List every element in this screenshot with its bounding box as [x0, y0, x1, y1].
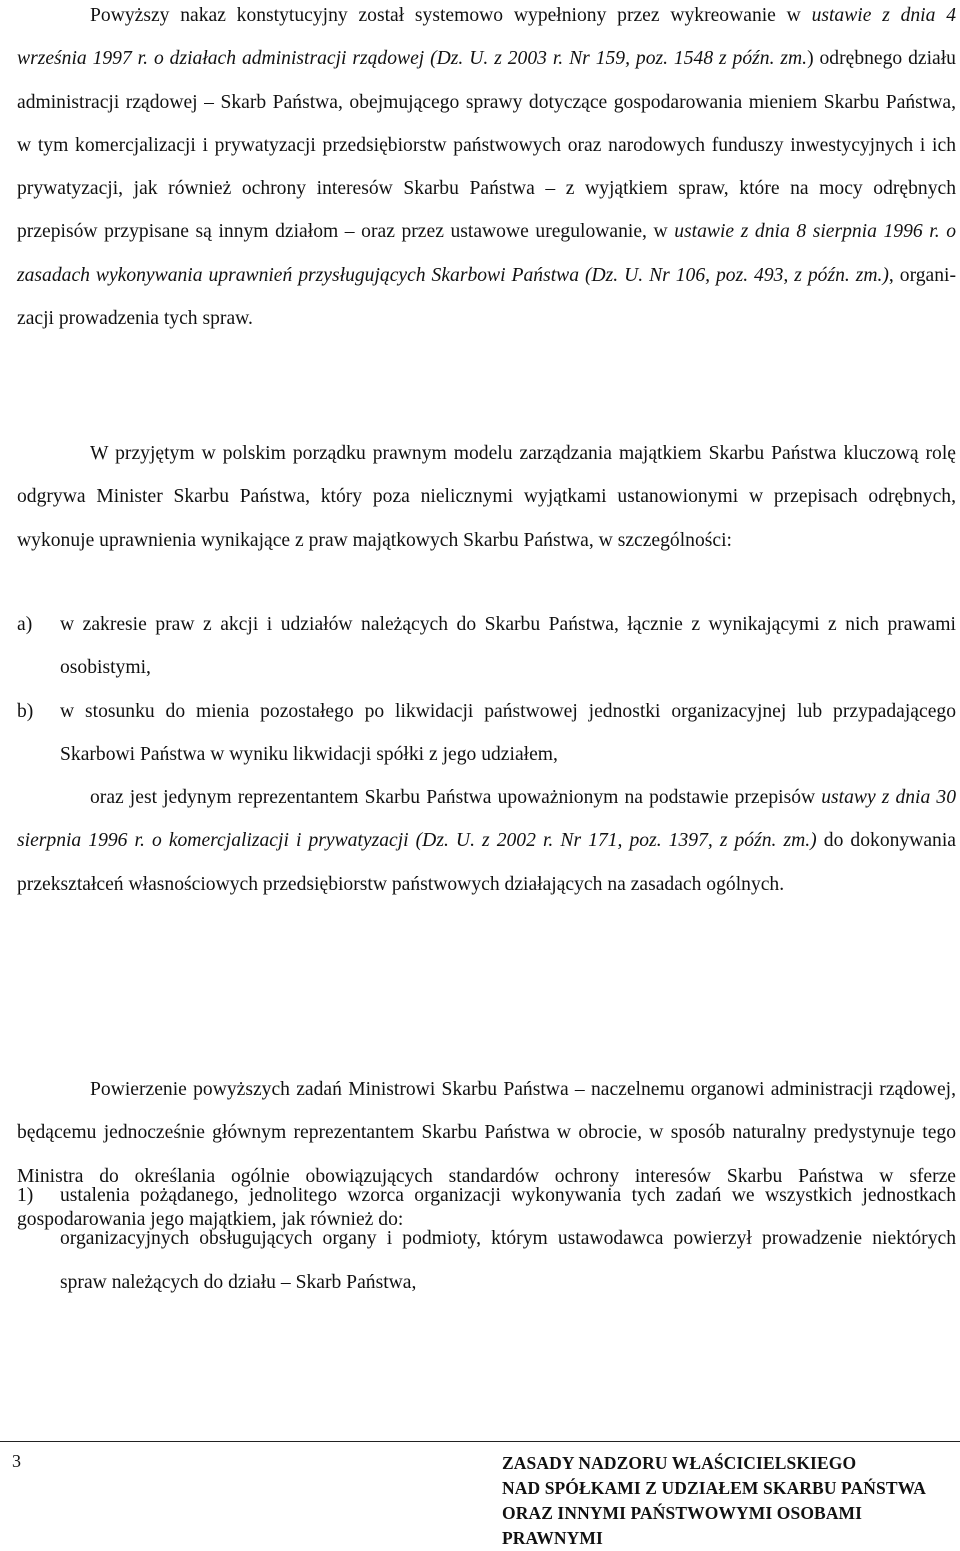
- statute-citation-2: ustawie z dnia 8 sierpnia 1996 r. o zasadach wykonywania uprawnień przysługujących Skarbowi Państwa (Dz. U. Nr 106, poz. 493, z późn. zm.): [17, 221, 956, 286]
- list-marker-b: b): [17, 701, 34, 722]
- paragraph-1-text-b: ) odrębnego działu administracji rządowej – Skarb Państwa, obejmującego sprawy dotyczące gospodarowania mieniem Skarbu Państwa, w tym komercjalizacji i prywatyzacji przedsiębiorstw państwowych oraz narodowych funduszy inwestycyjnych i ich prywatyzacji, jak również ochrony interesów Skarbu Państwa – z wyjątkiem spraw, które na mocy odrębnych przepisów przypisane są innym działom – oraz przez ustawowe uregulowanie, w: [17, 48, 956, 243]
- paragraph-3: Powierzenie powyższych zadań Ministrowi Skarbu Państwa – naczelnemu organowi administracji rządowej, będącemu jednocześnie głównym reprezentantem Skarbu Państwa w obrocie, w sposób naturalny predystynuje tego Ministra do określania ogólnie obowiązujących standardów ochrony interesów Skarbu Państwa w sferze gospodarowania jego majątkiem, jak również do:: [17, 1079, 956, 1230]
- footer-divider: [0, 1441, 960, 1442]
- running-footer-title: [502, 1451, 960, 1551]
- list-marker-a: a): [17, 614, 33, 635]
- footer-title-line-2: NAD SPÓŁKAMI Z UDZIAŁEM SKARBU PAŃSTWA: [502, 1478, 927, 1498]
- paragraph-1: [17, 0, 956, 340]
- list-item-b: [17, 690, 956, 777]
- list-text-1: ustalenia pożądanego, jednolitego wzorca organizacji wykonywania tych zadań we wszystkich jednostkach organizacyjnych obsługujących organy i podmioty, którym ustawodawca powierzył prowadzenie niektórych spraw należących do działu – Skarb Państwa,: [60, 1185, 956, 1293]
- footer-title-line-3: ORAZ INNYMI PAŃSTWOWYMI OSOBAMI PRAWNYMI: [502, 1503, 863, 1548]
- footer-title-line-1: ZASADY NADZORU WŁAŚCICIELSKIEGO: [502, 1453, 857, 1473]
- paragraph-1-text-a: Powyższy nakaz konstytucyjny został systemowo wypełniony przez wykreowanie w: [90, 5, 812, 26]
- list-item-1: [17, 1174, 956, 1304]
- page-number: 3: [12, 1451, 21, 1471]
- continuation-text-b: do dokonywania przekształceń własnościowych przedsiębiorstw państwowych działających na zasadach ogólnych.: [17, 830, 956, 895]
- list-marker-1: 1): [17, 1185, 34, 1206]
- paragraph-2: W przyjętym w polskim porządku prawnym modelu zarządzania majątkiem Skarbu Państwa kluczową rolę odgrywa Minister Skarbu Państwa, który poza nielicznymi wyjątkami ustanowionymi w przepisach odrębnych, wykonuje uprawnienia wynikające z praw majątkowych Skarbu Państwa, w szczególności:: [17, 443, 956, 551]
- list-text-b: w stosunku do mienia pozostałego po likwidacji państwowej jednostki organizacyjnej lub przypadającego Skarbowi Państwa w wyniku likwidacji spółki z jego udziałem,: [60, 701, 956, 766]
- continuation-paragraph: [17, 776, 956, 906]
- list-item-a: [17, 603, 956, 690]
- paragraph-1-text-c: , organizacji prowadzenia tych spraw.: [17, 264, 957, 330]
- continuation-text-a: oraz jest jedynym reprezentantem Skarbu Państwa upoważnionym na podstawie przepisów: [90, 787, 822, 808]
- statute-citation-1: ustawie z dnia 4 września 1997 r. o działach administracji rządowej (Dz. U. z 2003 r. Nr 159, poz. 1548 z późn. zm.: [17, 5, 956, 70]
- statute-citation-3: ustawy z dnia 30 sierpnia 1996 r. o komercjalizacji i prywatyzacji (Dz. U. z 2002 r. Nr 171, poz. 1397, z późn. zm.): [17, 787, 956, 852]
- list-text-a: w zakresie praw z akcji i udziałów należących do Skarbu Państwa, łącznie z wynikającymi z nich prawami osobistymi,: [60, 614, 956, 679]
